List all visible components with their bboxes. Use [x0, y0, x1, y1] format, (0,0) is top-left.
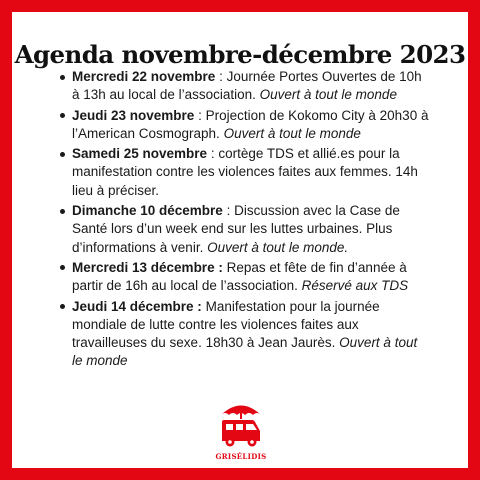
event-description: Discussion avec la Case de Santé lors d’un week end sur les luttes urbaines. Plus d’informations à venir. [72, 203, 400, 255]
agenda-item [58, 68, 430, 105]
griselidis-logo [206, 398, 276, 462]
event-separator: : [215, 69, 227, 84]
agenda-item [58, 107, 430, 144]
event-date: Mercredi 22 novembre [72, 69, 216, 84]
event-date: Dimanche 10 décembre [72, 203, 223, 219]
event-note: Ouvert à tout le monde [259, 87, 397, 103]
event-description: Manifestation pour la journée mondiale de lutte contre les violences faites aux travailleuses du sexe. 18h30 à Jean Jaurès. [72, 298, 380, 351]
event-note: Ouvert à tout le monde. [207, 239, 349, 255]
agenda-item [58, 259, 430, 296]
event-separator: : [222, 203, 235, 219]
event-description: cortège TDS et allié.es pour la manifestation contre les violences faites aux femmes. 14h lieu à préciser. [72, 146, 418, 198]
agenda-item [58, 145, 430, 200]
umbrella-van-icon [217, 398, 265, 450]
event-date: Jeudi 23 novembre [72, 107, 195, 123]
event-description: Journée Portes Ouvertes de 10h à 13h au local de l’association. [72, 69, 422, 103]
event-date: Mercredi 13 décembre : [72, 259, 223, 275]
agenda-item [58, 298, 430, 371]
logo-text: GRISÉLIDIS [215, 452, 267, 461]
agenda-item [58, 202, 430, 257]
event-date: Samedi 25 novembre [72, 146, 208, 162]
event-description: Projection de Kokomo City à 20h30 à l’American Cosmograph. [72, 107, 429, 141]
event-note: Réservé aux TDS [301, 278, 409, 294]
event-date: Jeudi 14 décembre : [72, 298, 202, 314]
event-note: Ouvert à tout le monde [72, 335, 418, 369]
agenda-list [58, 68, 430, 373]
event-description: Repas et fête de fin d’année à partir de 16h au local de l’association. [72, 259, 407, 294]
event-separator: : [207, 146, 219, 162]
event-note: Ouvert à tout le monde [223, 125, 361, 141]
page-title: Agenda novembre-décembre 2023 [14, 40, 466, 70]
event-separator: : [194, 107, 206, 123]
